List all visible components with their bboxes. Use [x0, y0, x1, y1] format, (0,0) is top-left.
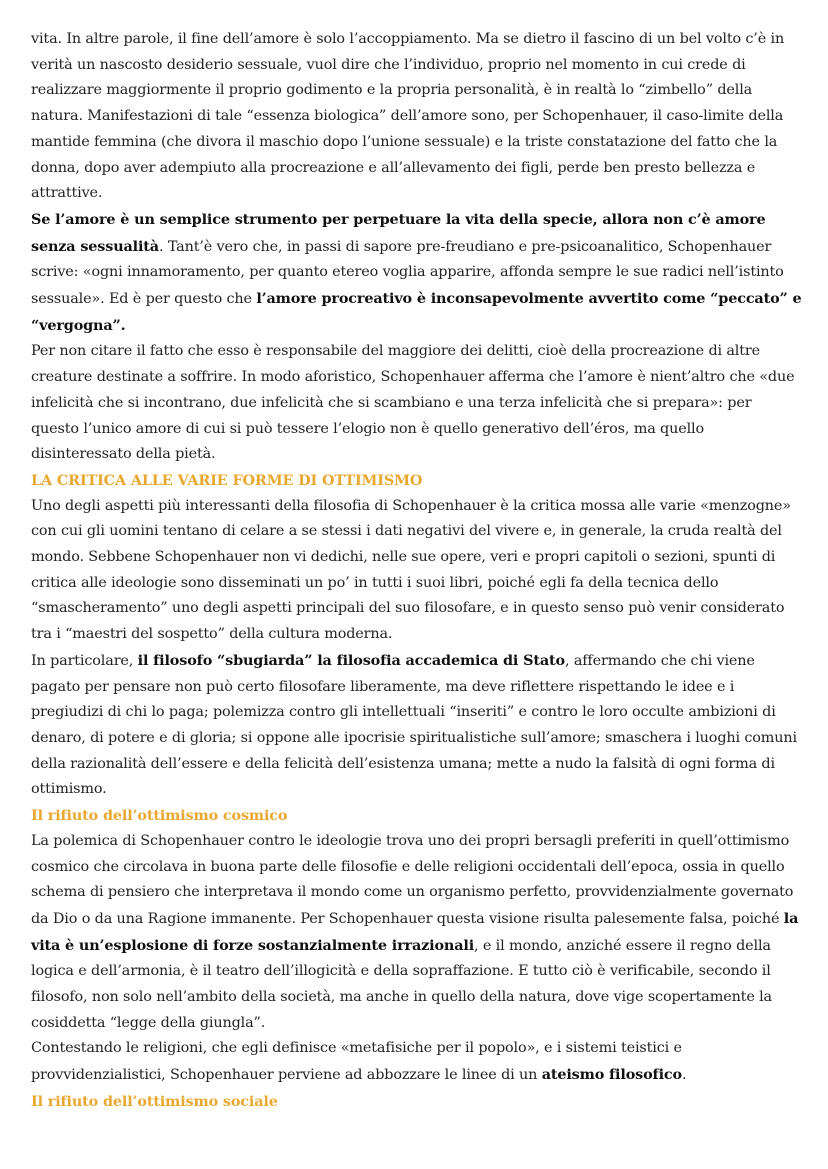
section-heading-critique-optimism: LA CRITICA ALLE VARIE FORME DI OTTIMISMO [31, 471, 423, 489]
text-atheism-intro: Contestando le religioni, che egli definisce «metafisiche per il popolo», e i sistemi teistici e provvidenzialistici, Schopenhauer perviene ad abbozzare le linee di un [31, 1040, 682, 1084]
paragraph-cosmic-optimism [31, 829, 803, 1037]
text-intro: In particolare, [31, 652, 138, 669]
text-atheism-end: . [681, 1067, 687, 1084]
text-cosmic-intro: La polemica di Schopenhauer contro le ideologie trova uno dei propri bersagli preferiti in quell’ottimismo cosmico che circolava in buona parte delle filosofie e delle religioni occidentali dell’epoca, ossia in quello schema di pensiero che interpretava il mondo come un organismo perfetto, provvidenzialmente governato da Dio o da una Ragione immanente. Per Schopenhauer questa visione risulta palesemente falsa, poiché [31, 832, 794, 927]
text-academic-rest: , affermando che chi viene pagato per pensare non può certo filosofare liberamente, ma deve riflettere rispettando le idee e i pregiudizi di chi lo paga; polemizza contro gli intellettuali “inseriti” e contro le loro occulte ambizioni di denaro, di potere e di gloria; si oppone alle ipocrisie spiritualistiche sull’amore; smaschera i luoghi comuni della razionalità dell’essere e della felicità dell’esistenza umana; mette a nudo la falsità di ogni forma di ottimismo. [31, 652, 797, 798]
text-cosmic-rest: , e il mondo, anziché essere il regno della logica e dell’armonia, è il teatro dell’illogicità e della sopraffazione. E tutto ciò è verificabile, secondo il filosofo, non solo nell’ambito della società, ma anche in quello della natura, dove vige scopertamente la cosiddetta “legge della giungla”. [31, 937, 772, 1031]
paragraph-love-and-sexuality [31, 207, 803, 340]
paragraph-love-as-mating: vita. In altre parole, il fine dell’amore è solo l’accoppiamento. Ma se dietro il fascino di un bel volto c’è in verità un nascosto desiderio sessuale, vuol dire che l’individuo, proprio nel momento in cui crede di realizzare maggiormente il proprio godimento e la propria personalità, è in realtà lo “zimbello” della natura. Manifestazioni di tale “essenza biologica” dell’amore sono, per Schopenhauer, il caso-limite della mantide femmina (che divora il maschio dopo l’unione sessuale) e la triste constatazione del fatto che la donna, dopo aver adempiuto alla procreazione e all’allevamento dei figli, perde ben presto bellezza e attrattive. [31, 31, 785, 202]
document-page [31, 27, 803, 1115]
text-freud: . Tant’è vero che, in passi di sapore pre-freudiano e pre-psicoanalitico, Schopenhauer scrive: «ogni innamoramento, per quanto etereo voglia apparire, affonda sempre le sue radici nell’istinto sessuale». Ed è per questo che [31, 238, 784, 308]
paragraph-pity: Per non citare il fatto che esso è responsabile del maggiore dei delitti, cioè della procreazione di altre creature destinate a soffrire. In modo aforistico, Schopenhauer afferma che l’amore è nient’altro che «due infelicità che si incontrano, due infelicità che si scambiano e una terza infelicità che si prepara»: per questo l’unico amore di cui si può tessere l’elogio non è quello generativo dell’éros, ma quello disinteressato della pietà. [31, 343, 795, 463]
bold-philosophical-atheism: ateismo filosofico [541, 1066, 682, 1084]
bold-irrational-forces: la vita è un’esplosione di forze sostanzialmente irrazionali [31, 909, 799, 954]
paragraph-masters-of-suspicion: Uno degli aspetti più interessanti della filosofia di Schopenhauer è la critica mossa alle varie «menzogne» con cui gli uomini tentano di celare a se stessi i dati negativi del vivere e, in generale, la cruda realtà del mondo. Sebbene Schopenhauer non vi dedichi, nelle sue opere, veri e propri capitoli o sezioni, spunti di critica alle ideologie sono disseminati un po’ in tutti i suoi libri, poiché egli fa della tecnica dello “smascheramento” uno degli aspetti principali del suo filosofare, e in questo senso può venir considerato tra i “maestri del sospetto” della cultura moderna. [31, 497, 791, 643]
subheading-cosmic-optimism: Il rifiuto dell’ottimismo cosmico [31, 807, 288, 825]
subheading-social-optimism: Il rifiuto dell’ottimismo sociale [31, 1092, 278, 1110]
bold-academic-philosophy: il filosofo “sbugiarda” la filosofia accademica di Stato [137, 651, 565, 669]
paragraph-atheism [31, 1036, 803, 1088]
paragraph-academic-philosophy [31, 648, 803, 803]
bold-procreative-love: l’amore procreativo è inconsapevolmente avvertito come “peccato” e “vergogna”. [31, 290, 802, 334]
bold-love-sexuality: Se l’amore è un semplice strumento per perpetuare la vita della specie, allora non c’è amore senza sessualità [31, 210, 766, 255]
